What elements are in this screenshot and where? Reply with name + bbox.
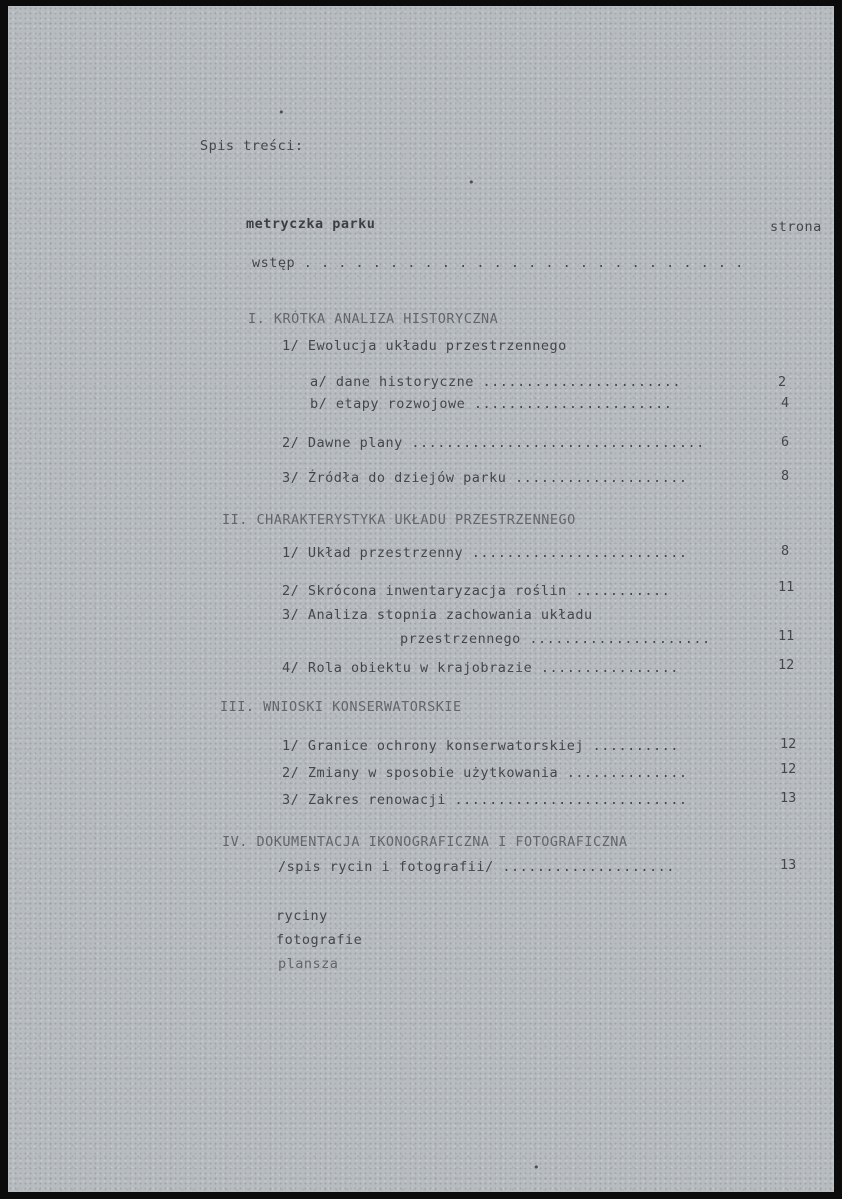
ink-speck: • xyxy=(533,1161,540,1174)
page-number: 13 xyxy=(780,857,797,873)
appendix-item: plansza xyxy=(278,956,339,972)
toc-item: 3/ Źródła do dziejów parku .................... xyxy=(282,470,688,486)
wstep-line: wstęp . . . . . . . . . . . . . . . . . . . . . . . . . . xyxy=(252,255,744,271)
toc-item: 1/ Ewolucja układu przestrzennego xyxy=(282,338,567,354)
toc-item: a/ dane historyczne ....................... xyxy=(310,374,681,390)
page-number: 8 xyxy=(781,468,790,484)
toc-item: 2/ Dawne plany .................................. xyxy=(282,435,705,451)
page-number: 12 xyxy=(778,657,795,673)
metryczka-line: metryczka parku xyxy=(246,216,376,232)
toc-item: przestrzennego ..................... xyxy=(400,631,711,647)
page-number: 8 xyxy=(781,543,790,559)
document-page xyxy=(8,6,834,1192)
strona-label: strona xyxy=(770,219,822,235)
toc-item: 1/ Układ przestrzenny ......................... xyxy=(282,545,688,561)
toc-item: b/ etapy rozwojowe ....................... xyxy=(310,396,673,412)
toc-item: 1/ Granice ochrony konserwatorskiej .......... xyxy=(282,738,679,754)
toc-heading: Spis treści: xyxy=(200,138,304,154)
page-number: 11 xyxy=(778,628,795,644)
toc-item: 3/ Analiza stopnia zachowania układu xyxy=(282,607,593,623)
toc-item: /spis rycin i fotografii/ .................... xyxy=(278,859,675,875)
section-title-1: I. KRÓTKA ANALIZA HISTORYCZNA xyxy=(248,311,499,327)
toc-item: 3/ Zakres renowacji ........................... xyxy=(282,792,688,808)
toc-item: 2/ Zmiany w sposobie użytkowania .............. xyxy=(282,765,688,781)
toc-item: 2/ Skrócona inwentaryzacja roślin ........... xyxy=(282,583,671,599)
appendix-item: ryciny xyxy=(276,908,328,924)
page-number: 12 xyxy=(780,761,797,777)
section-title-3: III. WNIOSKI KONSERWATORSKIE xyxy=(220,699,462,715)
appendix-item: fotografie xyxy=(276,932,363,948)
toc-item: 4/ Rola obiektu w krajobrazie ................ xyxy=(282,660,679,676)
page-number: 2 xyxy=(778,374,787,390)
section-title-4: IV. DOKUMENTACJA IKONOGRAFICZNA I FOTOGRAFICZNA xyxy=(222,834,628,850)
ink-speck: • xyxy=(468,176,475,189)
ink-speck: • xyxy=(278,106,285,119)
section-title-2: II. CHARAKTERYSTYKA UKŁADU PRZESTRZENNEGO xyxy=(222,512,576,528)
page-number: 12 xyxy=(780,736,797,752)
page-number: 4 xyxy=(781,395,790,411)
page-number: 11 xyxy=(778,579,795,595)
page-number: 6 xyxy=(781,434,790,450)
page-number: 13 xyxy=(780,790,797,806)
